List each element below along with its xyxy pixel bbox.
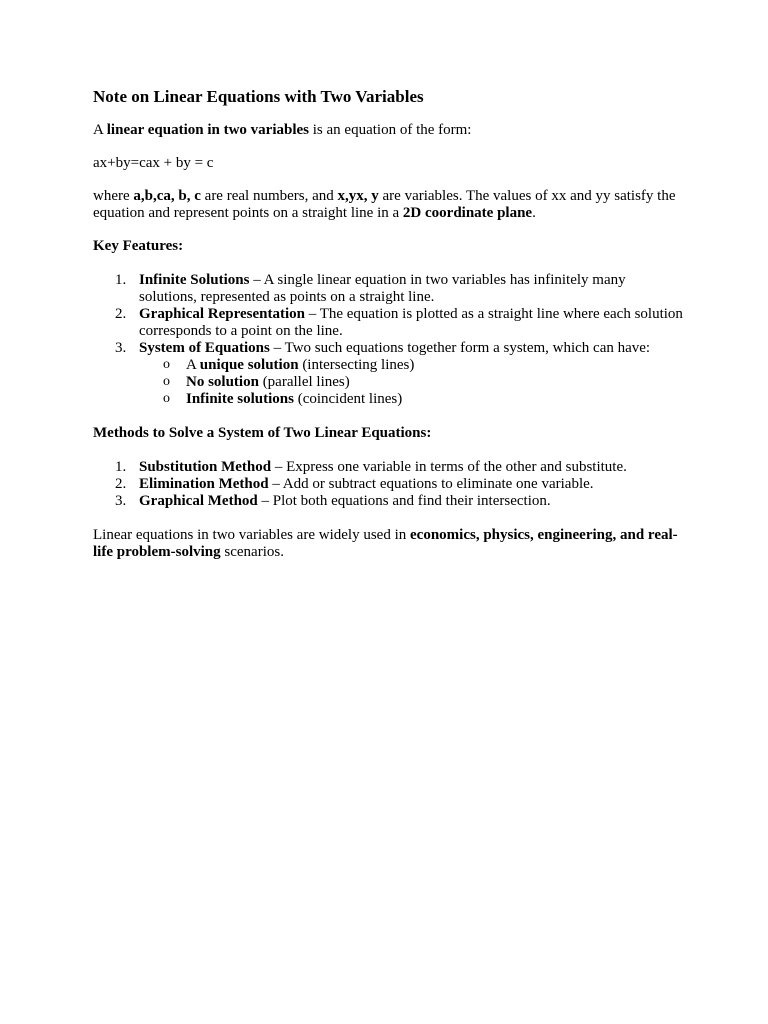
list-item-text: – Add or subtract equations to eliminate one variable. [268, 476, 594, 492]
formula-line: ax+by=cax + by = c [93, 155, 214, 171]
list-number: 1. [115, 459, 127, 475]
list-item-term: Elimination Method [139, 476, 269, 492]
list-number: 2. [115, 476, 127, 492]
closing-paragraph [93, 527, 683, 561]
closing-bold-fields: economics, physics, engineering, and real-life problem-solving [93, 527, 678, 560]
where-text-1: where [93, 188, 134, 204]
intro-text: A [93, 122, 107, 138]
closing-text: Linear equations in two variables are widely used in [93, 527, 410, 543]
list-item [93, 459, 683, 476]
list-item-text: – The equation is plotted as a straight line where each solution corresponds to a point on the line. [139, 306, 683, 339]
where-bold-coefficients: a,b,ca, b, c [133, 188, 201, 204]
list-item [93, 340, 683, 408]
sub-item-term: Infinite solutions [186, 391, 294, 407]
bullet-icon: o [163, 357, 170, 372]
key-features-heading: Key Features: [93, 238, 184, 254]
intro-paragraph [93, 122, 683, 139]
list-item-term: Graphical Method [139, 493, 258, 509]
methods-heading: Methods to Solve a System of Two Linear Equations: [93, 425, 432, 441]
sub-item-prefix: A [186, 357, 200, 373]
intro-bold-term: linear equation in two variables [106, 122, 310, 138]
list-item [93, 476, 683, 493]
sub-item-text: (intersecting lines) [298, 357, 415, 373]
list-item-text: – Plot both equations and find their intersection. [257, 493, 551, 509]
where-text-3: are variables. The values of xx and yy satisfy the equation and represent points on a straight line in a [93, 188, 676, 221]
list-item-text: – Express one variable in terms of the other and substitute. [271, 459, 627, 475]
where-text-2: are real numbers, and [200, 188, 338, 204]
list-item-term: Substitution Method [139, 459, 272, 475]
where-bold-plane: 2D coordinate plane [402, 205, 533, 221]
page-title: Note on Linear Equations with Two Variables [93, 87, 424, 106]
list-item-term: Graphical Representation [139, 306, 305, 322]
bullet-icon: o [163, 374, 170, 389]
sub-item-term: unique solution [199, 357, 299, 373]
list-number: 1. [115, 272, 127, 288]
sub-list-item [139, 357, 683, 374]
document-body [93, 87, 683, 561]
list-item-text: – A single linear equation in two variables has infinitely many solutions, represented as points on a straight line. [139, 272, 626, 305]
list-number: 3. [115, 493, 127, 509]
list-item-term: System of Equations [139, 340, 270, 356]
list-number: 2. [115, 306, 127, 322]
sub-item-text: (parallel lines) [258, 374, 350, 390]
closing-text-end: scenarios. [220, 544, 284, 560]
list-item [93, 306, 683, 340]
sub-list-item [139, 391, 683, 408]
list-item [93, 493, 683, 510]
list-item [93, 272, 683, 306]
sub-list-item [139, 374, 683, 391]
list-item-term: Infinite Solutions [139, 272, 250, 288]
methods-list [93, 459, 683, 510]
where-paragraph [93, 188, 683, 222]
intro-text-end: is an equation of the form: [309, 122, 472, 138]
where-text-4: . [532, 205, 536, 221]
list-number: 3. [115, 340, 127, 356]
where-bold-variables: x,yx, y [337, 188, 379, 204]
solution-types-list [139, 357, 683, 408]
sub-item-term: No solution [186, 374, 259, 390]
bullet-icon: o [163, 391, 170, 406]
key-features-list [93, 272, 683, 408]
sub-item-text: (coincident lines) [293, 391, 403, 407]
list-item-text: – Two such equations together form a system, which can have: [269, 340, 651, 356]
